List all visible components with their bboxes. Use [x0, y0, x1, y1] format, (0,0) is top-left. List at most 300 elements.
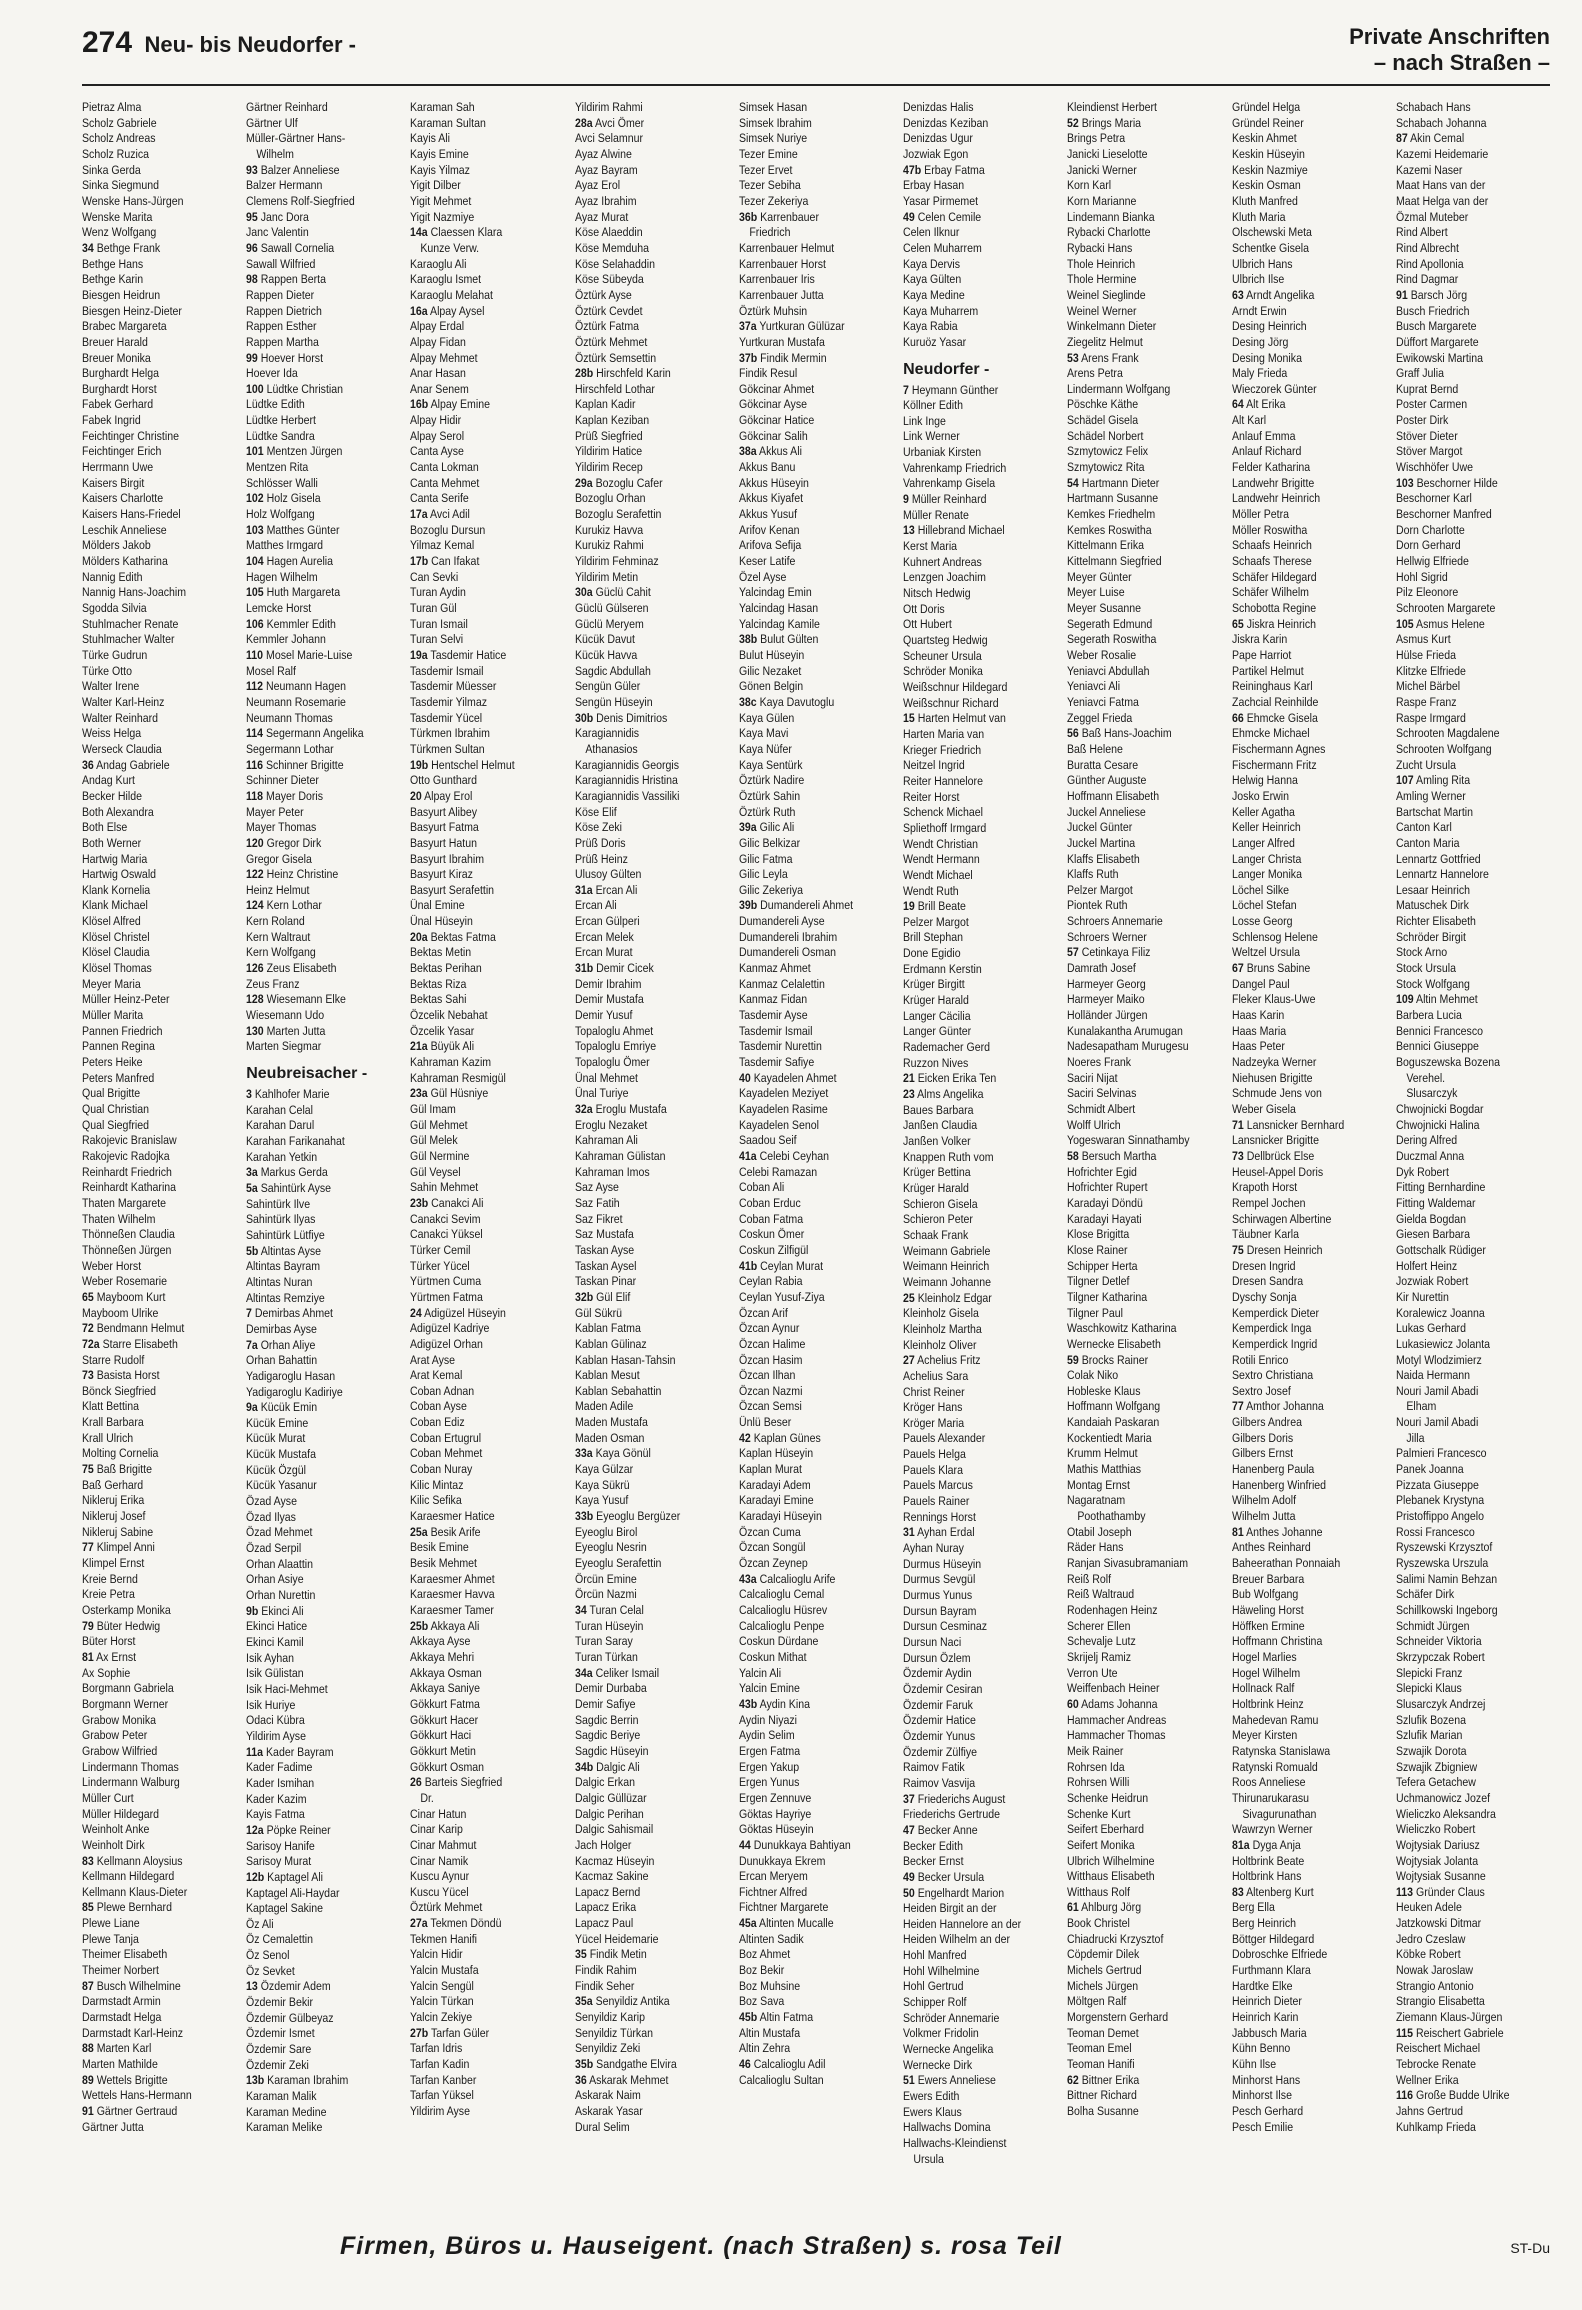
- directory-entry: Hartwig Oswald: [82, 867, 157, 882]
- house-number: 11a: [246, 1744, 264, 1759]
- directory-entry: Pilz Eleonore: [1395, 585, 1459, 600]
- directory-entry: Köse Alaeddin: [574, 225, 643, 240]
- house-number: 106: [246, 616, 264, 631]
- directory-entry: Weber Gisela: [1231, 1102, 1296, 1116]
- directory-entry: Berg Heinrich: [1231, 1916, 1296, 1931]
- directory-entry: Hohl Wilhelmine: [903, 1963, 980, 1978]
- directory-entry: Kühn Benno: [1231, 2041, 1290, 2056]
- directory-entry: 77 Klimpel Anni: [82, 1540, 155, 1555]
- directory-entry: 43a Calcalioglu Arife: [738, 1571, 836, 1586]
- directory-entry: 58 Bersuch Martha: [1067, 1148, 1157, 1163]
- house-number: 62: [1067, 2072, 1080, 2087]
- directory-entry: Wiesemann Udo: [246, 1008, 325, 1023]
- directory-entry: Isik Gülistan: [246, 1666, 304, 1681]
- directory-entry: Türkmen Sultan: [410, 741, 486, 756]
- directory-entry: Coban Mehmet: [410, 1446, 483, 1461]
- directory-entry: Olschewski Meta: [1231, 225, 1312, 240]
- directory-entry: Kern Roland: [246, 914, 306, 929]
- directory-entry: Turan Hüseyin: [574, 1618, 644, 1633]
- directory-entry: 104 Hagen Aurelia: [246, 554, 334, 569]
- directory-entry: 83 Altenberg Kurt: [1231, 1884, 1314, 1899]
- directory-entry: Plewe Liane: [82, 1916, 140, 1931]
- directory-entry: Kandaiah Paskaran: [1067, 1415, 1160, 1430]
- directory-entry: Noeres Frank: [1067, 1055, 1132, 1070]
- directory-entry: 15 Harten Helmut van: [903, 711, 1006, 726]
- directory-entry: Schentke Gisela: [1231, 240, 1309, 255]
- directory-entry: Pietraz Alma: [82, 100, 142, 114]
- directory-entry: Ranjan Sivasubramaniam: [1067, 1556, 1189, 1571]
- directory-entry: 31b Demir Cicek: [574, 961, 654, 976]
- directory-entry: Alpay Hidir: [410, 413, 462, 428]
- directory-entry: Urbaniak Kirsten: [903, 445, 982, 460]
- directory-entry: Özdemir Gülbeyaz: [246, 2010, 334, 2025]
- house-number: 37b: [738, 350, 758, 365]
- directory-entry: Karagiannidis Georgis: [574, 757, 679, 772]
- directory-entry: Denizdas Ugur: [903, 131, 974, 146]
- directory-entry: Kunalakantha Arumugan: [1067, 1023, 1184, 1038]
- directory-entry: Schabach Johanna: [1395, 115, 1487, 130]
- directory-entry: Türkmen Ibrahim: [410, 726, 491, 741]
- directory-entry: Kaisers Birgit: [82, 475, 145, 490]
- directory-entry: Karaman Melike: [246, 2120, 323, 2135]
- directory-entry: Öztürk Mehmet: [410, 1900, 483, 1915]
- directory-entry: Sengün Güler: [574, 679, 640, 694]
- house-number: 102: [246, 491, 264, 506]
- directory-entry: Saciri Selvinas: [1067, 1086, 1137, 1101]
- directory-entry: Simsek Hasan: [738, 100, 808, 114]
- house-number: 27: [903, 1353, 915, 1368]
- house-number: 35a: [574, 1994, 593, 2009]
- directory-entry: Holfert Heinz: [1395, 1258, 1457, 1273]
- directory-entry: Maat Helga van der: [1395, 193, 1489, 208]
- directory-entry: Qual Brigitte: [82, 1086, 141, 1101]
- house-number: 17a: [410, 507, 429, 522]
- house-number: 100: [246, 381, 264, 396]
- house-number: 3: [246, 1087, 253, 1102]
- house-number: 83: [82, 1853, 94, 1868]
- directory-entry: Link Inge: [903, 413, 947, 428]
- directory-entry: 19 Brill Beate: [903, 899, 967, 914]
- house-number: 46: [738, 2057, 751, 2072]
- directory-entry: Turan Saray: [574, 1634, 633, 1649]
- directory-entry: Prüß Siegfried: [574, 428, 643, 443]
- directory-entry: Busch Friedrich: [1395, 303, 1470, 318]
- directory-entry: Isik Huriye: [246, 1697, 296, 1712]
- directory-entry: Salimi Namin Behzan: [1395, 1571, 1497, 1586]
- house-number: 19a: [410, 647, 429, 662]
- directory-entry: 115 Reischert Gabriele: [1395, 2025, 1504, 2040]
- directory-entry: Öz Sevket: [246, 1963, 296, 1978]
- house-number: 17b: [410, 554, 429, 569]
- directory-entry: Bethge Karin: [82, 272, 144, 287]
- footer-note: Firmen, Büros u. Hauseigent. (nach Straßen) s. rosa Teil: [340, 2232, 1062, 2260]
- directory-entry: Özcan Ilhan: [738, 1368, 796, 1383]
- directory-entry: 3 Kahlhofer Marie: [246, 1087, 330, 1102]
- directory-entry: 5a Sahintürk Ayse: [246, 1180, 332, 1195]
- street-heading: Neudorfer -: [903, 360, 990, 378]
- directory-entry: Jozwiak Robert: [1395, 1274, 1469, 1289]
- house-number: 5a: [246, 1180, 258, 1195]
- directory-entry: Müller Heinz-Peter: [82, 992, 170, 1007]
- house-number: 115: [1395, 2025, 1413, 2040]
- directory-entry: Ulbrich Hans: [1231, 256, 1293, 271]
- directory-entry: Ercan Gülperi: [574, 914, 640, 929]
- directory-entry: Szlufik Marian: [1395, 1728, 1463, 1743]
- house-number: 32b: [574, 1289, 593, 1304]
- directory-entry: 37b Findik Mermin: [738, 350, 827, 365]
- directory-entry: Pelzer Margot: [1067, 882, 1134, 897]
- directory-entry: Lüdtke Sandra: [246, 428, 316, 443]
- directory-entry: Clemens Rolf-Siegfried: [246, 193, 355, 208]
- directory-entry: Schipper Herta: [1067, 1258, 1138, 1273]
- directory-entry: Busch Margarete: [1395, 319, 1477, 334]
- directory-entry: Meyer Günter: [1067, 569, 1132, 584]
- directory-entry: Fabek Gerhard: [82, 397, 154, 412]
- directory-entry: Janßen Claudia: [903, 1118, 978, 1133]
- directory-entry: Tasdemir Ayse: [738, 1008, 808, 1023]
- directory-entry: Skrijelj Ramiz: [1067, 1649, 1132, 1664]
- directory-entry: Coban Erduc: [738, 1195, 801, 1210]
- directory-entry: Furthmann Klara: [1231, 1963, 1311, 1978]
- directory-entry: Müller Renate: [903, 507, 969, 522]
- directory-entry: Özcan Cuma: [738, 1524, 801, 1539]
- directory-entry: Gül Mehmet: [410, 1117, 469, 1132]
- house-number: 126: [246, 961, 264, 976]
- directory-entry: Harmeyer Maiko: [1067, 992, 1145, 1007]
- directory-entry: Alpay Serol: [410, 428, 465, 443]
- directory-entry: Wilhelm Adolf: [1231, 1493, 1296, 1508]
- directory-entry: Heiden Birgit an der: [903, 1901, 997, 1916]
- directory-entry: Szmytowicz Rita: [1067, 460, 1145, 475]
- directory-entry: Lenzgen Joachim: [903, 570, 987, 585]
- directory-entry: Schevalje Lutz: [1067, 1634, 1137, 1649]
- directory-entry: Gül Melek: [410, 1133, 459, 1148]
- directory-entry: Özad Ayse: [246, 1494, 298, 1509]
- directory-entry: Ott Doris: [903, 601, 945, 616]
- directory-entry: Arens Petra: [1067, 366, 1124, 381]
- house-number: 12a: [246, 1822, 264, 1837]
- directory-entry: Hoffmann Christina: [1231, 1634, 1322, 1649]
- directory-entry: Türke Otto: [82, 663, 132, 678]
- directory-entry: Both Werner: [82, 835, 142, 850]
- directory-entry: Schröder Birgit: [1395, 929, 1466, 944]
- directory-entry: Kanmaz Fidan: [738, 992, 808, 1007]
- directory-entry: Senyildiz Türkan: [574, 2025, 653, 2040]
- directory-entry: Langer Monika: [1231, 867, 1302, 882]
- directory-entry: 16b Alpay Emine: [410, 397, 491, 412]
- directory-entry: Kaya Mavi: [738, 726, 789, 741]
- house-number: 73: [82, 1368, 94, 1383]
- directory-entry: Juckel Anneliese: [1067, 804, 1147, 819]
- directory-entry: Basyurt Ibrahim: [410, 851, 485, 866]
- directory-entry: Özcelik Nebahat: [410, 1008, 489, 1023]
- directory-entry: Palmieri Francesco: [1395, 1446, 1487, 1461]
- directory-entry: Schroers Werner: [1067, 929, 1148, 944]
- directory-entry: Kluth Maria: [1231, 209, 1286, 224]
- directory-entry: Hirschfeld Lothar: [574, 381, 655, 396]
- directory-entry: 113 Gründer Claus: [1395, 1884, 1485, 1899]
- directory-entry: Scholz Gabriele: [82, 115, 157, 130]
- house-number: 38c: [738, 694, 757, 709]
- directory-entry: Karrenbauer Horst: [738, 256, 826, 271]
- house-number: 27a: [410, 1916, 429, 1931]
- directory-entry: Coban Ediz: [410, 1415, 466, 1430]
- directory-entry: Yadigaroglu Kadiriye: [246, 1384, 344, 1399]
- house-number: 103: [246, 522, 264, 537]
- house-number: 93: [246, 162, 258, 177]
- directory-entry: 61 Ahlburg Jörg: [1067, 1900, 1142, 1915]
- directory-entry: Celebi Ramazan: [738, 1164, 818, 1179]
- directory-entry: Sawall Wilfried: [246, 256, 316, 271]
- directory-entry: Büter Horst: [82, 1634, 136, 1649]
- directory-entry: 31 Ayhan Erdal: [903, 1525, 975, 1540]
- directory-entry: Ziemann Klaus-Jürgen: [1395, 2010, 1503, 2025]
- directory-entry: Maden Mustafa: [574, 1415, 648, 1430]
- directory-entry: Karrenbauer Iris: [738, 272, 815, 287]
- directory-entry: Yalcin Hidir: [410, 1947, 464, 1962]
- directory-entry: Jahns Gertrud: [1395, 2104, 1463, 2118]
- directory-entry: Öztürk Semsettin: [574, 350, 656, 365]
- directory-entry: Ewers Edith: [903, 2089, 960, 2104]
- directory-entry: Ergen Yunus: [738, 1775, 800, 1790]
- directory-entry: Pauels Alexander: [903, 1431, 986, 1446]
- directory-entry: Dural Selim: [574, 2119, 630, 2134]
- house-number: 66: [1231, 710, 1244, 725]
- directory-entry: Nannig Hans-Joachim: [82, 585, 187, 600]
- directory-entry: Löchel Silke: [1231, 882, 1289, 897]
- directory-entry: Besik Mehmet: [410, 1556, 478, 1571]
- directory-entry: Göktas Hüseyin: [738, 1822, 814, 1837]
- directory-entry: Rappen Dietrich: [246, 303, 323, 318]
- directory-entry: Keller Agatha: [1231, 804, 1295, 819]
- directory-entry: 45b Altin Fatma: [738, 2010, 813, 2025]
- directory-entry: Bektas Metin: [410, 945, 472, 960]
- directory-entry: Teoman Demet: [1067, 2025, 1140, 2040]
- directory-entry: Langer Christa: [1231, 851, 1301, 866]
- directory-entry: Boguszewska Bozena: [1395, 1055, 1500, 1070]
- directory-entry: Weinel Werner: [1067, 303, 1137, 318]
- directory-entry: Kuscu Yücel: [410, 1884, 470, 1899]
- directory-entry: Brings Petra: [1067, 131, 1126, 146]
- house-number: 41a: [738, 1148, 757, 1163]
- directory-entry: Rossi Francesco: [1395, 1524, 1475, 1539]
- directory-entry: Eyeoglu Nesrin: [574, 1540, 647, 1555]
- house-number: 40: [738, 1070, 751, 1085]
- house-number: 13b: [246, 2073, 265, 2088]
- directory-entry: Tasdemir Yücel: [410, 710, 483, 725]
- house-number: 109: [1395, 992, 1414, 1007]
- directory-entry: 109 Altin Mehmet: [1395, 992, 1478, 1007]
- directory-entry: Bektas Perihan: [410, 961, 483, 976]
- directory-entry: Wendt Christian: [903, 836, 979, 851]
- directory-entry: Reinhardt Katharina: [82, 1180, 177, 1195]
- directory-entry: 62 Bittner Erika: [1067, 2072, 1140, 2087]
- directory-entry: Heusel-Appel Doris: [1231, 1164, 1323, 1179]
- directory-entry: Thole Heinrich: [1067, 256, 1136, 271]
- directory-entry: Müller-Gärtner Hans-: [246, 131, 346, 146]
- directory-entry: Minhorst Hans: [1231, 2072, 1300, 2087]
- directory-entry: Yilmaz Kemal: [410, 538, 475, 553]
- directory-entry: Findik Seher: [574, 1978, 635, 1993]
- directory-entry: Roos Anneliese: [1231, 1775, 1306, 1790]
- directory-entry: Borgmann Gabriela: [82, 1681, 174, 1696]
- directory-entry: Özad Serpil: [246, 1541, 302, 1556]
- directory-entry: Cinar Hatun: [410, 1806, 467, 1821]
- directory-entry: Lapacz Erika: [574, 1900, 636, 1915]
- directory-entry: Szlufik Bozena: [1395, 1712, 1466, 1727]
- house-number: 28a: [574, 115, 593, 130]
- directory-entry: Rybacki Hans: [1067, 240, 1133, 255]
- directory-entry: 66 Ehmcke Gisela: [1231, 710, 1318, 725]
- directory-entry: Altintas Bayram: [246, 1259, 321, 1274]
- directory-entry: Taskan Ayse: [574, 1242, 634, 1257]
- page-range-title: Neu- bis Neudorfer -: [144, 32, 356, 57]
- directory-entry: Nouri Jamil Abadi: [1395, 1415, 1479, 1430]
- directory-entry: Pannen Regina: [82, 1039, 155, 1054]
- directory-entry: Akkus Kiyafet: [738, 491, 803, 506]
- directory-entry: Desing Jörg: [1231, 334, 1288, 349]
- directory-entry: Witthaus Elisabeth: [1067, 1869, 1155, 1884]
- directory-entry: Yalcindag Hasan: [738, 601, 819, 615]
- directory-entry: Tilgner Paul: [1067, 1305, 1124, 1320]
- directory-entry: Heuken Adele: [1395, 1900, 1462, 1915]
- directory-entry: 9a Kücük Emin: [246, 1400, 318, 1415]
- directory-entry: 65 Mayboom Kurt: [82, 1289, 166, 1304]
- directory-entry: Wojtysiak Dariusz: [1395, 1837, 1480, 1852]
- directory-entry: 45a Altinten Mucalle: [738, 1916, 834, 1931]
- directory-entry: Dursun Bayram: [903, 1603, 977, 1618]
- directory-entry: Berg Ella: [1231, 1900, 1275, 1915]
- directory-entry: Kilic Sefika: [410, 1493, 463, 1508]
- directory-entry: Stock Ursula: [1395, 961, 1456, 976]
- directory-entry: 52 Brings Maria: [1067, 115, 1142, 130]
- directory-entry: Özdemir Bekir: [246, 1995, 314, 2010]
- directory-entry: Kleinholz Oliver: [903, 1337, 977, 1352]
- directory-entry: 3a Markus Gerda: [246, 1165, 328, 1180]
- house-number: 34: [82, 240, 94, 255]
- directory-entry: Kuruöz Yasar: [903, 334, 967, 349]
- directory-entry: 25b Akkaya Ali: [410, 1618, 480, 1633]
- directory-entry: Kaplan Keziban: [574, 413, 649, 428]
- directory-entry: Tasdemir Müesser: [410, 679, 497, 694]
- directory-entry: Hallwachs-Kleindienst: [903, 2136, 1007, 2150]
- directory-entry: Saadou Seif: [738, 1133, 797, 1148]
- directory-entry: Rybacki Charlotte: [1067, 225, 1151, 240]
- directory-entry: Özdemir Faruk: [903, 1697, 974, 1712]
- house-number: 42: [738, 1430, 751, 1445]
- directory-entry: Kazemi Naser: [1395, 162, 1463, 177]
- directory-entry: Sahintürk Ilve: [246, 1196, 311, 1211]
- directory-entry: Darmstadt Armin: [82, 1994, 161, 2009]
- directory-entry: Matthes Irmgard: [246, 538, 324, 553]
- directory-entry: Özcan Nazmi: [738, 1383, 803, 1398]
- directory-entry: Baß Gerhard: [82, 1477, 144, 1492]
- directory-entry: Gökkurt Hacer: [410, 1712, 479, 1727]
- directory-entry: Schirwagen Albertine: [1231, 1211, 1331, 1226]
- directory-entry: Nannig Edith: [82, 569, 143, 584]
- directory-entry: Klatt Bettina: [82, 1399, 140, 1414]
- directory-entry: Calcalioglu Hüsrev: [738, 1603, 828, 1617]
- house-number: 13: [246, 1979, 258, 1994]
- directory-entry: 34a Celiker Ismail: [574, 1665, 659, 1680]
- directory-entry: Thaten Margarete: [82, 1195, 167, 1210]
- directory-entry: Kablan Fatma: [574, 1321, 641, 1336]
- directory-entry: Ercan Meryem: [738, 1869, 808, 1884]
- directory-entry: Josko Erwin: [1231, 788, 1289, 803]
- directory-entry: Canta Ayse: [410, 444, 465, 459]
- directory-entry: Peters Manfred: [82, 1070, 155, 1085]
- directory-entry: Mentzen Rita: [246, 460, 309, 475]
- directory-entry: Graff Julia: [1395, 366, 1444, 381]
- directory-entry: 99 Hoever Horst: [246, 350, 324, 365]
- directory-entry: Gregor Gisela: [246, 851, 313, 866]
- house-number: 19b: [410, 757, 429, 772]
- directory-entry: Wenz Wolfgang: [82, 225, 157, 240]
- directory-entry: Anlauf Emma: [1231, 428, 1296, 443]
- house-number: 45b: [738, 2010, 758, 2025]
- directory-entry: Lukasiewicz Jolanta: [1395, 1336, 1490, 1351]
- house-number: 43a: [738, 1571, 757, 1586]
- directory-entry: Nouri Jamil Abadi: [1395, 1383, 1479, 1398]
- house-number: 36b: [738, 209, 758, 224]
- directory-columns: [82, 100, 1552, 2218]
- directory-entry: Kücük Murat: [246, 1431, 306, 1446]
- directory-entry: Desing Heinrich: [1231, 319, 1307, 334]
- directory-entry: Slusarczyk: [1406, 1086, 1458, 1101]
- house-number: 72a: [82, 1336, 100, 1351]
- directory-entry: Kayis Ali: [410, 131, 451, 146]
- directory-entry: 53 Arens Frank: [1067, 350, 1140, 365]
- house-number: 95: [246, 209, 258, 224]
- directory-entry: Bozoglu Serafettin: [574, 507, 662, 522]
- directory-entry: Karadayi Emine: [738, 1493, 814, 1508]
- directory-entry: Altintas Nuran: [246, 1274, 313, 1289]
- directory-entry: Öztürk Nadire: [738, 773, 805, 788]
- house-number: 71: [1231, 1117, 1244, 1132]
- directory-entry: Kaplan Murat: [738, 1462, 802, 1477]
- house-number: 116: [1395, 2088, 1413, 2103]
- directory-entry: Kuhlkamp Frieda: [1395, 2119, 1476, 2134]
- directory-entry: Fitting Bernhardine: [1395, 1180, 1486, 1195]
- directory-entry: Findik Resul: [738, 366, 798, 381]
- directory-entry: Elham: [1406, 1399, 1437, 1414]
- directory-entry: 120 Gregor Dirk: [246, 835, 322, 850]
- house-number: 9: [903, 492, 909, 507]
- directory-entry: 33b Eyeoglu Bergüzer: [574, 1509, 680, 1524]
- directory-entry: Michels Jürgen: [1067, 1978, 1139, 1993]
- directory-entry: Türker Yücel: [410, 1258, 471, 1273]
- directory-entry: 23b Canakci Ali: [410, 1195, 484, 1210]
- directory-entry: Nadesapatham Murugesu: [1067, 1039, 1190, 1054]
- directory-entry: Kunze Verw.: [420, 240, 480, 255]
- directory-entry: Hardtke Elke: [1231, 1978, 1293, 1993]
- directory-entry: Dumandereli Ayse: [738, 914, 825, 929]
- directory-entry: Pauels Rainer: [903, 1494, 970, 1509]
- directory-entry: Yildirim Rahmi: [574, 100, 643, 114]
- directory-entry: Link Werner: [903, 429, 960, 444]
- directory-entry: Turan Ismail: [410, 616, 469, 631]
- directory-entry: 35a Senyildiz Antika: [574, 1994, 670, 2009]
- directory-entry: Schobotta Regine: [1231, 601, 1316, 615]
- directory-entry: Wieliczko Aleksandra: [1395, 1806, 1496, 1821]
- directory-entry: 27 Achelius Fritz: [903, 1353, 981, 1368]
- directory-entry: Janc Valentin: [246, 225, 309, 240]
- directory-entry: Both Else: [82, 820, 128, 835]
- directory-entry: Sinka Gerda: [82, 162, 141, 177]
- directory-entry: Yigit Nazmiye: [410, 209, 475, 224]
- directory-entry: Tezer Zekeriya: [738, 193, 809, 208]
- directory-entry: Günther Auguste: [1067, 773, 1147, 788]
